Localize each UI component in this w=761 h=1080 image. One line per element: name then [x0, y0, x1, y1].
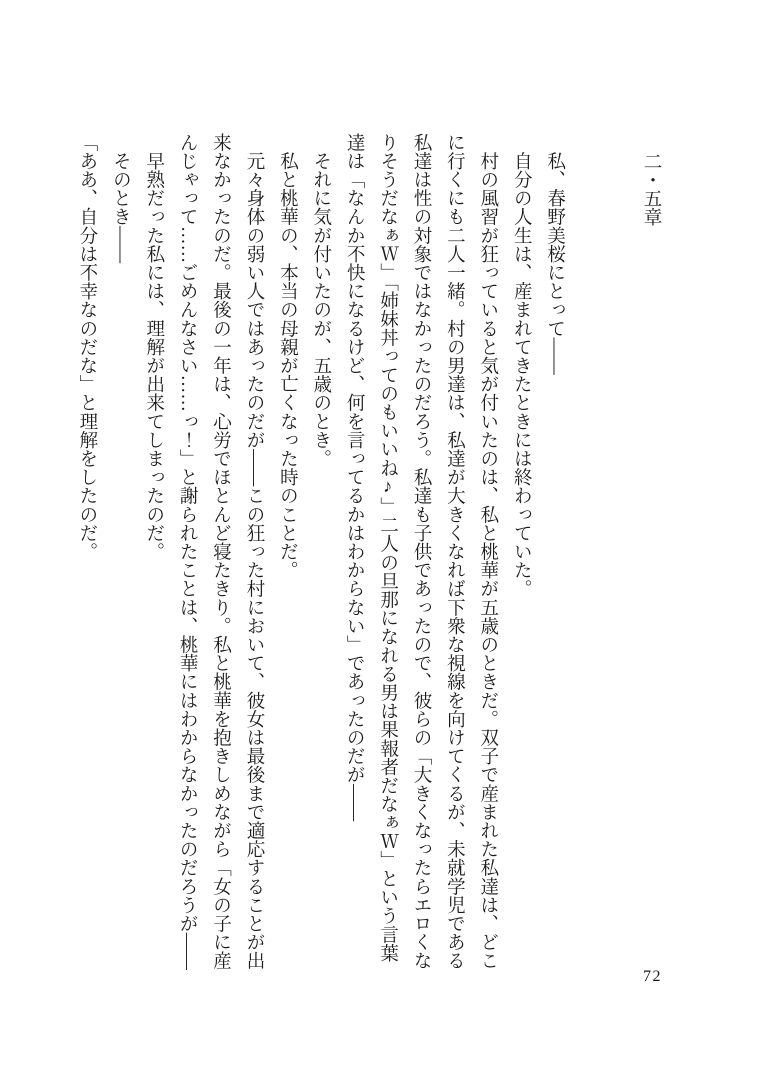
text-line: 私と桃華の、本当の母親が亡くなった時のことだ。 [277, 133, 298, 580]
text-line: 「ああ、自分は不幸なのだな」と理解をしたのだ。 [76, 133, 97, 561]
text-line: 私、春野美桜にとって—— [544, 133, 565, 375]
page-number: 72 [643, 968, 662, 985]
text-line: それに気が付いたのが、五歳のとき。 [310, 133, 331, 468]
text-line: 自分の人生は、産まれてきたときには終わっていた。 [511, 133, 532, 598]
body-text [70, 133, 571, 971]
text-line: そのとき—— [110, 133, 131, 264]
vertical-text-block [70, 133, 668, 971]
text-line: 私達は性の対象ではなかったのだろう。私達も子供であったので、彼らの「大きくなったらエロくな [410, 133, 431, 970]
text-line: 村の風習が狂っていると気が付いたのは、私と桃華が五歳のときだ。双子で産まれた私達は、どこ [477, 133, 498, 970]
text-line: 来なかったのだ。最後の一年は、心労でほとんど寝たきり。私と桃華を抱きしめながら「女の子に産 [210, 133, 231, 970]
text-line: 達は「なんか不快になるけど、何を言ってるかはわからない」であったのだが—— [344, 133, 365, 822]
text-line: 早熟だった私には、理解が出来てしまったのだ。 [143, 133, 164, 561]
text-line: んじゃって……ごめんなさい……っ！」と謝られたことは、桃華にはわからなかったのだろうが—— [177, 133, 198, 970]
text-line: 元々身体の弱い人ではあったのだが——この狂った村において、彼女は最後まで適応することが出 [243, 133, 264, 970]
text-line: に行くにも二人一緒。村の男達は、私達が大きくなれば下衆な視線を向けてくるが、未就学児である [444, 133, 465, 970]
chapter-heading: 二・五章 [641, 152, 661, 227]
text-line: りそうだなぁＷ」「姉妹丼ってのもいいね♪」二人の旦那になれる男は果報者だなぁＷ」という言葉 [377, 133, 398, 963]
